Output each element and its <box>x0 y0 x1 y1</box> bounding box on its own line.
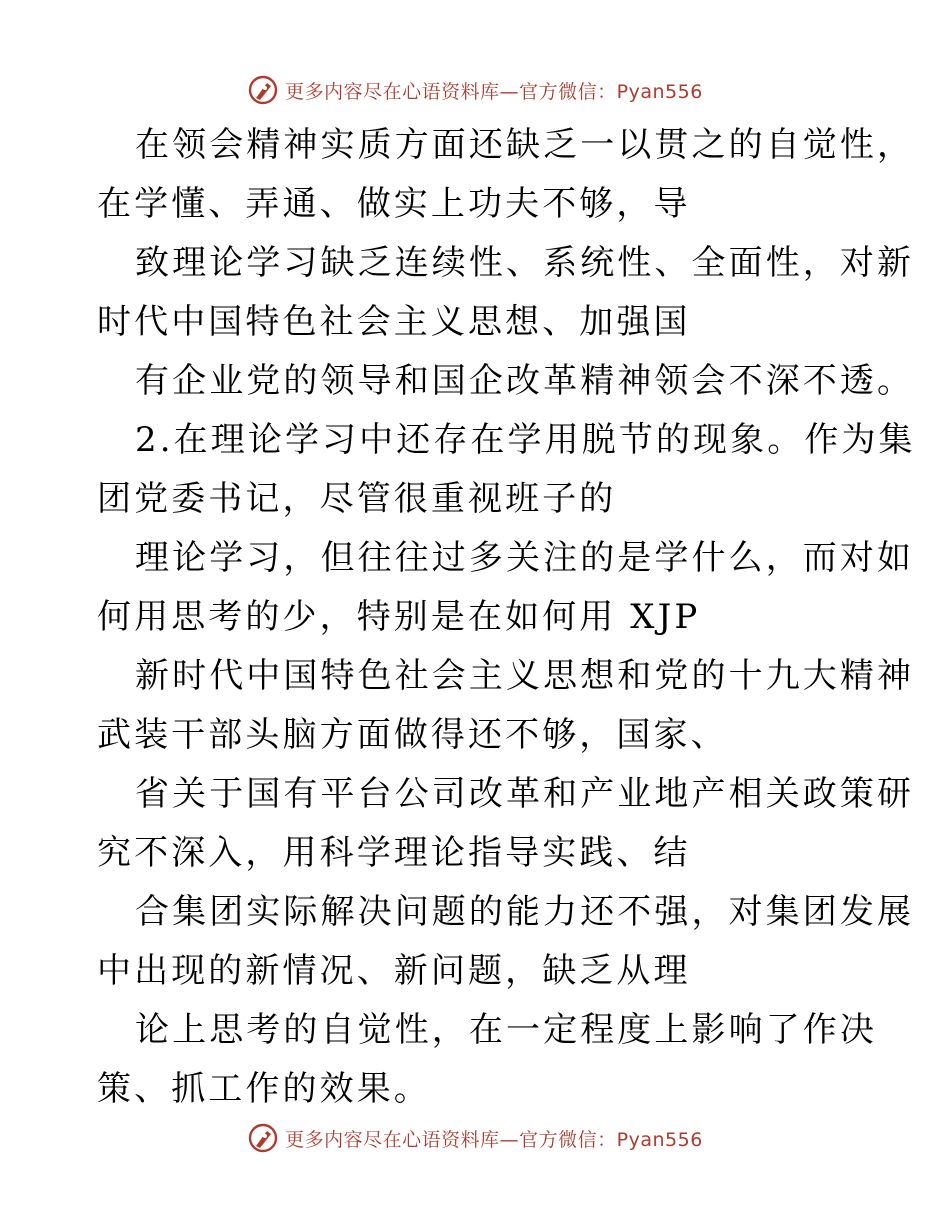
paragraph-7 <box>0 765 950 883</box>
paragraph-line: 致理论学习缺乏连续性、系统性、全面性，对新 <box>135 243 915 283</box>
paragraph-line: 武装干部头脑方面做得还不够，国家、 <box>97 715 728 755</box>
paragraph-3 <box>0 352 950 411</box>
paragraph-line: 合集团实际解决问题的能力还不强，对集团发展 <box>135 892 915 932</box>
paragraph-4 <box>0 411 950 529</box>
paragraph-line: 在领会精神实质方面还缺乏一以贯之的自觉性， <box>135 125 915 165</box>
paragraph-line: 理论学习，但往往过多关注的是学什么，而对如 <box>135 538 915 578</box>
paragraph-line: 在学懂、弄通、做实上功夫不够，导 <box>97 184 691 224</box>
paragraph-5 <box>0 529 950 647</box>
header-watermark <box>0 72 950 108</box>
footer-watermark <box>0 1120 950 1156</box>
pen-nib-circle-icon <box>247 1122 279 1154</box>
watermark-text: 更多内容尽在心语资料库—官方微信：Pyan556 <box>285 1128 703 1151</box>
paragraph-9 <box>0 1001 950 1119</box>
paragraph-line: 有企业党的领导和国企改革精神领会不深不透。 <box>135 361 915 401</box>
paragraph-line: 省关于国有平台公司改革和产业地产相关政策研 <box>135 774 915 814</box>
paragraph-line: 策、抓工作的效果。 <box>97 1069 431 1109</box>
paragraph-line: 究不深入，用科学理论指导实践、结 <box>97 833 691 873</box>
paragraph-line: 中出现的新情况、新问题，缺乏从理 <box>97 951 691 991</box>
pen-nib-circle-icon <box>247 74 279 106</box>
paragraph-2 <box>0 234 950 352</box>
paragraph-line: 论上思考的自觉性，在一定程度上影响了作决 <box>135 1010 877 1050</box>
paragraph-line: 2.在理论学习中还存在学用脱节的现象。作为集 <box>135 420 916 460</box>
paragraph-8 <box>0 883 950 1001</box>
paragraph-6 <box>0 647 950 765</box>
paragraph-1 <box>0 116 950 234</box>
paragraph-line: 团党委书记，尽管很重视班子的 <box>97 479 617 519</box>
watermark-text: 更多内容尽在心语资料库—官方微信：Pyan556 <box>285 80 703 103</box>
paragraph-line: 何用思考的少，特别是在如何用 XJP <box>97 597 701 637</box>
document-body <box>0 116 950 1119</box>
paragraph-line: 新时代中国特色社会主义思想和党的十九大精神 <box>135 656 915 696</box>
paragraph-line: 时代中国特色社会主义思想、加强国 <box>97 302 691 342</box>
